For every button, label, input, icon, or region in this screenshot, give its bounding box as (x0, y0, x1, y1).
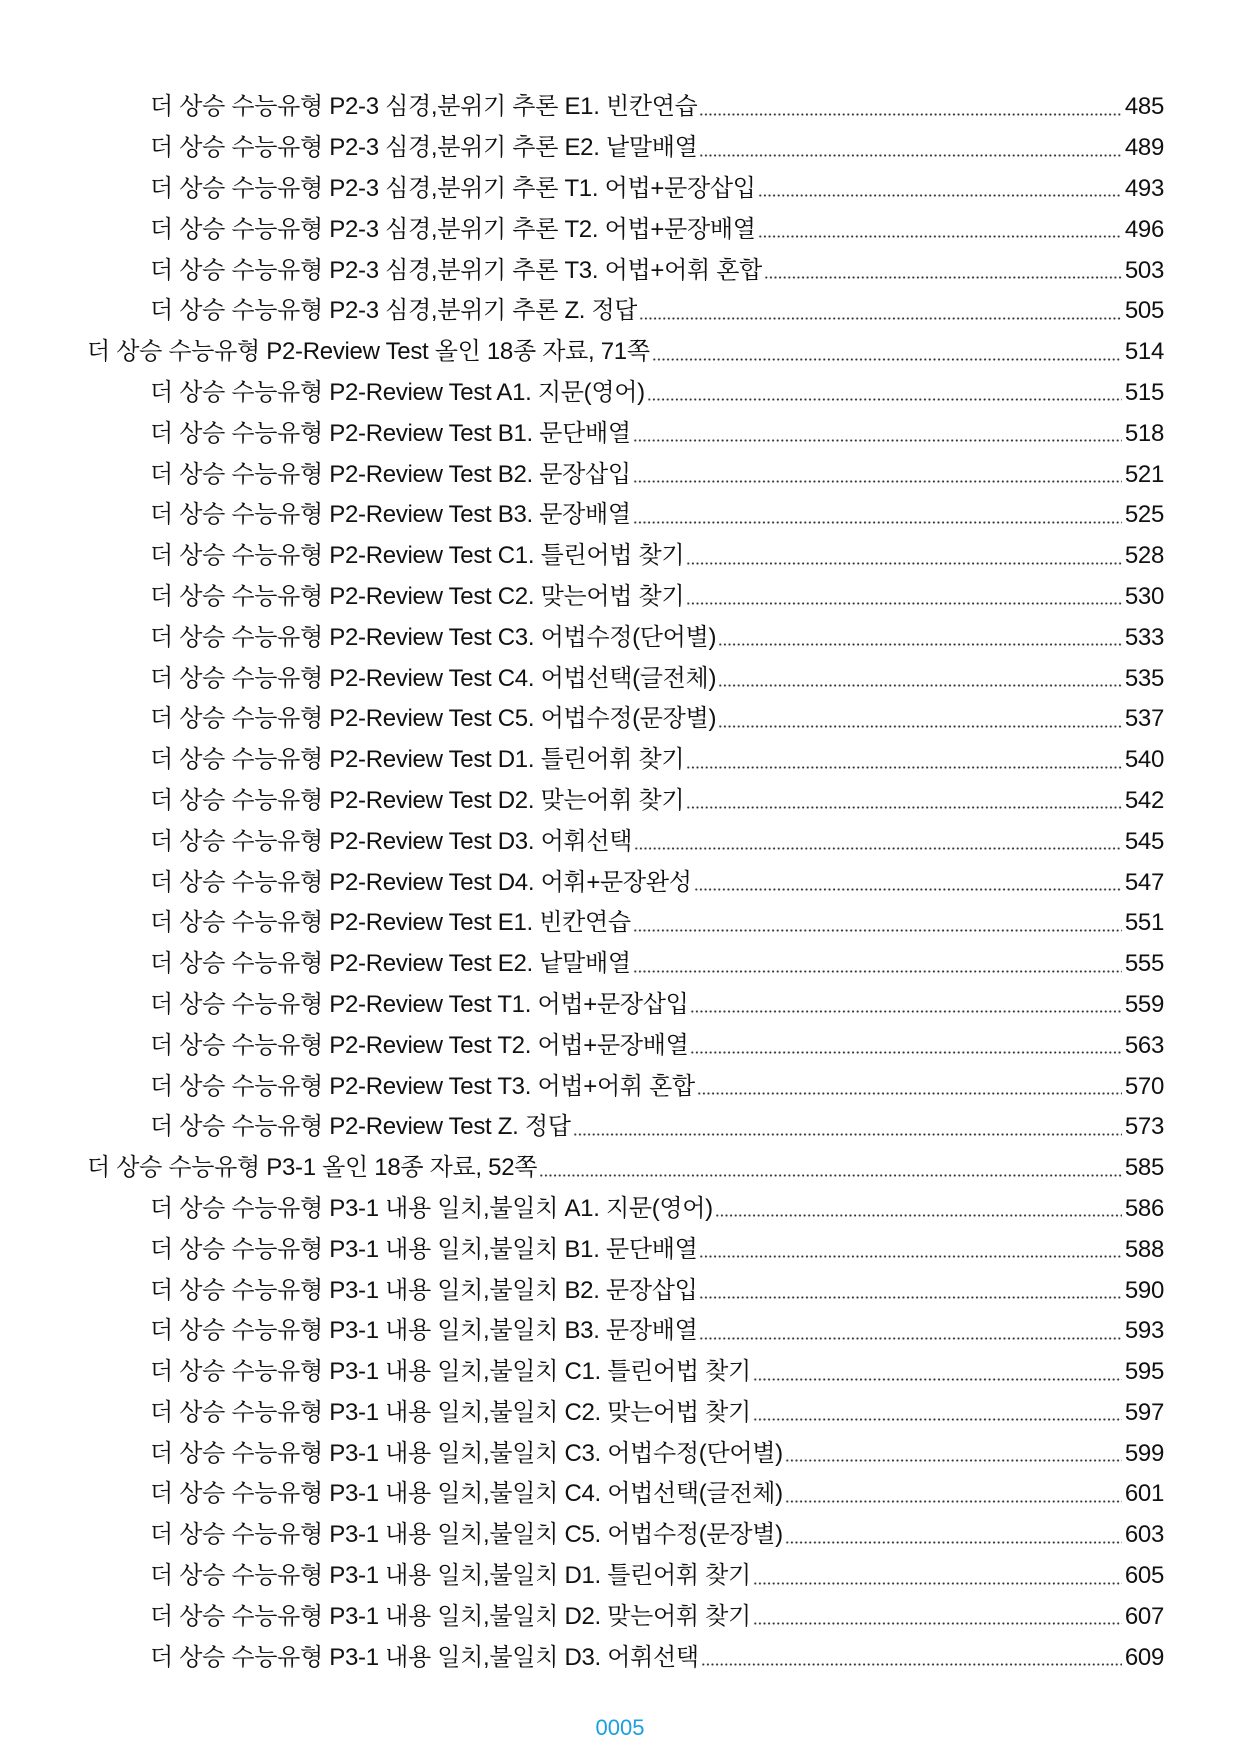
toc-entry-title: 더 상승 수능유형 P2-Review Test E2. 낱말배열 (150, 950, 631, 978)
dot-leader (758, 194, 1122, 197)
toc-entry[interactable] (87, 699, 1164, 740)
toc-entry[interactable] (87, 985, 1164, 1026)
toc-entry-title: 더 상승 수능유형 P2-3 심경,분위기 추론 T1. 어법+문장삽입 (150, 174, 756, 202)
toc-entry[interactable] (87, 862, 1164, 903)
toc-entry-title: 더 상승 수능유형 P2-Review Test B1. 문단배열 (150, 419, 631, 447)
toc-entry[interactable] (87, 373, 1164, 414)
dot-leader (647, 398, 1122, 401)
toc-entry-page-number: 503 (1124, 256, 1164, 284)
toc-entry-page-number: 489 (1124, 134, 1164, 162)
dot-leader (652, 358, 1122, 361)
dot-leader (753, 1622, 1122, 1625)
dot-leader (764, 276, 1122, 279)
toc-entry-page-number: 542 (1124, 786, 1164, 814)
toc-entry-title: 더 상승 수능유형 P3-1 내용 일치,불일치 A1. 지문(영어) (150, 1194, 713, 1222)
toc-entry-page-number: 563 (1124, 1031, 1164, 1059)
toc-entry-page-number: 514 (1124, 338, 1164, 366)
toc-entry-title: 더 상승 수능유형 P3-1 내용 일치,불일치 C2. 맞는어법 찾기 (150, 1398, 751, 1426)
dot-leader (753, 1378, 1122, 1381)
dot-leader (690, 1051, 1121, 1054)
dot-leader (686, 766, 1122, 769)
toc-entry-title: 더 상승 수능유형 P2-3 심경,분위기 추론 T3. 어법+어휘 혼합 (150, 256, 762, 284)
toc-entry-page-number: 515 (1124, 378, 1164, 406)
dot-leader (785, 1459, 1122, 1462)
dot-leader (633, 521, 1122, 524)
toc-entry-title: 더 상승 수능유형 P2-Review Test Z. 정답 (150, 1113, 571, 1141)
toc-entry-page-number: 590 (1124, 1276, 1164, 1304)
toc-entry-page-number: 609 (1124, 1643, 1164, 1671)
toc-entry[interactable] (87, 1270, 1164, 1311)
toc-entry-page-number: 496 (1124, 215, 1164, 243)
toc-entry-title: 더 상승 수능유형 P2-3 심경,분위기 추론 E1. 빈칸연습 (150, 93, 698, 121)
dot-leader (699, 113, 1121, 116)
dot-leader (758, 235, 1122, 238)
toc-entry[interactable] (87, 1229, 1164, 1270)
toc-entry[interactable] (87, 536, 1164, 577)
dot-leader (718, 725, 1122, 728)
toc-entry[interactable] (87, 781, 1164, 822)
toc-entry-title: 더 상승 수능유형 P2-Review Test C2. 맞는어법 찾기 (150, 582, 685, 610)
toc-entry-title: 더 상승 수능유형 P2-Review Test E1. 빈칸연습 (150, 909, 631, 937)
dot-leader (633, 439, 1122, 442)
toc-entry-title: 더 상승 수능유형 P3-1 내용 일치,불일치 C3. 어법수정(단어별) (150, 1439, 783, 1467)
toc-entry[interactable] (87, 128, 1164, 169)
dot-leader (690, 1010, 1121, 1013)
toc-entry-page-number: 525 (1124, 501, 1164, 529)
toc-entry-title: 더 상승 수능유형 P3-1 내용 일치,불일치 C1. 틀린어법 찾기 (150, 1358, 751, 1386)
toc-entry-title: 더 상승 수능유형 P2-Review Test D4. 어휘+문장완성 (150, 868, 692, 896)
toc-entry[interactable] (87, 169, 1164, 210)
dot-leader (539, 1174, 1122, 1177)
toc-entry-title: 더 상승 수능유형 P2-Review Test C4. 어법선택(글전체) (150, 664, 717, 692)
toc-entry-title: 더 상승 수능유형 P2-Review Test B3. 문장배열 (150, 501, 631, 529)
toc-entry-title: 더 상승 수능유형 P2-Review Test T1. 어법+문장삽입 (150, 990, 689, 1018)
toc-entry-title: 더 상승 수능유형 P3-1 내용 일치,불일치 D1. 틀린어휘 찾기 (150, 1562, 751, 1590)
toc-entry-page-number: 547 (1124, 868, 1164, 896)
toc-entry[interactable] (87, 1107, 1164, 1148)
toc-entry-page-number: 603 (1124, 1521, 1164, 1549)
toc-entry[interactable] (87, 617, 1164, 658)
toc-entry-page-number: 559 (1124, 990, 1164, 1018)
toc-entry-title: 더 상승 수능유형 P2-Review Test A1. 지문(영어) (150, 378, 645, 406)
toc-entry[interactable] (87, 1556, 1164, 1597)
toc-entry-page-number: 595 (1124, 1358, 1164, 1386)
toc-entry-page-number: 545 (1124, 827, 1164, 855)
toc-entry[interactable] (87, 495, 1164, 536)
toc-entry-title: 더 상승 수능유형 P2-3 심경,분위기 추론 Z. 정답 (150, 297, 638, 325)
toc-entry[interactable] (87, 1515, 1164, 1556)
dot-leader (633, 929, 1122, 932)
toc-entry-page-number: 555 (1124, 950, 1164, 978)
toc-entry[interactable] (87, 1311, 1164, 1352)
toc-entry[interactable] (87, 413, 1164, 454)
toc-entry-page-number: 537 (1124, 705, 1164, 733)
dot-leader (701, 1663, 1122, 1666)
dot-leader (785, 1541, 1122, 1544)
dot-leader (699, 1337, 1121, 1340)
toc-entry-page-number: 505 (1124, 297, 1164, 325)
dot-leader (686, 806, 1122, 809)
toc-entry-page-number: 597 (1124, 1398, 1164, 1426)
toc-entry-title: 더 상승 수능유형 P2-Review Test D3. 어휘선택 (150, 827, 633, 855)
toc-entry[interactable] (87, 1433, 1164, 1474)
toc-entry-title: 더 상승 수능유형 P2-Review Test C3. 어법수정(단어별) (150, 623, 717, 651)
toc-entry-page-number: 530 (1124, 582, 1164, 610)
toc-entry[interactable] (87, 658, 1164, 699)
toc-entry-title: 더 상승 수능유형 P2-3 심경,분위기 추론 E2. 낱말배열 (150, 134, 698, 162)
toc-entry-title: 더 상승 수능유형 P2-Review Test C1. 틀린어법 찾기 (150, 542, 685, 570)
toc-entry-title: 더 상승 수능유형 P3-1 올인 18종 자료, 52쪽 (87, 1154, 538, 1182)
dot-leader (694, 888, 1122, 891)
toc-entry-page-number: 599 (1124, 1439, 1164, 1467)
toc-entry[interactable] (87, 1596, 1164, 1637)
dot-leader (715, 1214, 1122, 1217)
toc-entry[interactable] (87, 1352, 1164, 1393)
toc-entry-page-number: 586 (1124, 1194, 1164, 1222)
dot-leader (699, 1296, 1121, 1299)
toc-entry-page-number: 521 (1124, 460, 1164, 488)
toc-entry-title: 더 상승 수능유형 P2-Review Test 올인 18종 자료, 71쪽 (87, 338, 650, 366)
toc-entry-page-number: 573 (1124, 1113, 1164, 1141)
toc-entry[interactable] (87, 1066, 1164, 1107)
toc-entry-page-number: 540 (1124, 746, 1164, 774)
toc-entry[interactable] (87, 1474, 1164, 1515)
toc-entry-page-number: 593 (1124, 1317, 1164, 1345)
dot-leader (633, 970, 1122, 973)
toc-entry-page-number: 585 (1124, 1154, 1164, 1182)
toc-entry-title: 더 상승 수능유형 P2-3 심경,분위기 추론 T2. 어법+문장배열 (150, 215, 756, 243)
dot-leader (718, 684, 1122, 687)
toc-entry[interactable] (87, 209, 1164, 250)
toc-entry-page-number: 570 (1124, 1072, 1164, 1100)
dot-leader (686, 602, 1122, 605)
toc-entry[interactable] (87, 1393, 1164, 1434)
toc-entry-page-number: 601 (1124, 1480, 1164, 1508)
toc-entry-title: 더 상승 수능유형 P2-Review Test C5. 어법수정(문장별) (150, 705, 717, 733)
toc-entry[interactable] (87, 944, 1164, 985)
toc-entry-page-number: 493 (1124, 174, 1164, 202)
toc-entry-page-number: 551 (1124, 909, 1164, 937)
dot-leader (718, 643, 1122, 646)
toc-entry-page-number: 533 (1124, 623, 1164, 651)
dot-leader (633, 480, 1122, 483)
toc-entry-title: 더 상승 수능유형 P2-Review Test B2. 문장삽입 (150, 460, 631, 488)
dot-leader (573, 1133, 1122, 1136)
toc-entry[interactable] (87, 903, 1164, 944)
dot-leader (639, 317, 1122, 320)
toc-entry-page-number: 605 (1124, 1562, 1164, 1590)
toc-entry-title: 더 상승 수능유형 P3-1 내용 일치,불일치 C4. 어법선택(글전체) (150, 1480, 783, 1508)
toc-entry-title: 더 상승 수능유형 P2-Review Test D1. 틀린어휘 찾기 (150, 746, 685, 774)
dot-leader (686, 562, 1122, 565)
table-of-contents (87, 87, 1164, 1678)
toc-entry-page-number: 518 (1124, 419, 1164, 447)
toc-section-entry[interactable] (87, 332, 1164, 373)
page-number: 0005 (595, 1715, 645, 1740)
toc-entry-title: 더 상승 수능유형 P2-Review Test D2. 맞는어휘 찾기 (150, 786, 685, 814)
toc-entry-title: 더 상승 수능유형 P3-1 내용 일치,불일치 B3. 문장배열 (150, 1317, 698, 1345)
toc-entry-title: 더 상승 수능유형 P3-1 내용 일치,불일치 D2. 맞는어휘 찾기 (150, 1602, 751, 1630)
toc-section-entry[interactable] (87, 1148, 1164, 1189)
toc-entry[interactable] (87, 454, 1164, 495)
toc-entry-title: 더 상승 수능유형 P3-1 내용 일치,불일치 B1. 문단배열 (150, 1235, 698, 1263)
toc-entry-title: 더 상승 수능유형 P3-1 내용 일치,불일치 B2. 문장삽입 (150, 1276, 698, 1304)
dot-leader (697, 1092, 1122, 1095)
toc-entry[interactable] (87, 821, 1164, 862)
toc-entry[interactable] (87, 1637, 1164, 1678)
toc-entry[interactable] (87, 577, 1164, 618)
toc-entry-page-number: 528 (1124, 542, 1164, 570)
toc-entry-page-number: 485 (1124, 93, 1164, 121)
dot-leader (699, 1255, 1121, 1258)
dot-leader (634, 847, 1122, 850)
toc-entry-page-number: 607 (1124, 1602, 1164, 1630)
toc-entry-title: 더 상승 수능유형 P3-1 내용 일치,불일치 D3. 어휘선택 (150, 1643, 699, 1671)
toc-entry-title: 더 상승 수능유형 P3-1 내용 일치,불일치 C5. 어법수정(문장별) (150, 1521, 783, 1549)
dot-leader (753, 1582, 1122, 1585)
toc-entry[interactable] (87, 291, 1164, 332)
toc-entry[interactable] (87, 1189, 1164, 1230)
dot-leader (785, 1500, 1122, 1503)
toc-entry-page-number: 535 (1124, 664, 1164, 692)
toc-entry-page-number: 588 (1124, 1235, 1164, 1263)
toc-entry[interactable] (87, 740, 1164, 781)
toc-entry[interactable] (87, 1025, 1164, 1066)
dot-leader (753, 1418, 1122, 1421)
toc-entry-title: 더 상승 수능유형 P2-Review Test T2. 어법+문장배열 (150, 1031, 689, 1059)
toc-entry-title: 더 상승 수능유형 P2-Review Test T3. 어법+어휘 혼합 (150, 1072, 695, 1100)
toc-entry[interactable] (87, 250, 1164, 291)
dot-leader (699, 154, 1121, 157)
toc-entry[interactable] (87, 87, 1164, 128)
